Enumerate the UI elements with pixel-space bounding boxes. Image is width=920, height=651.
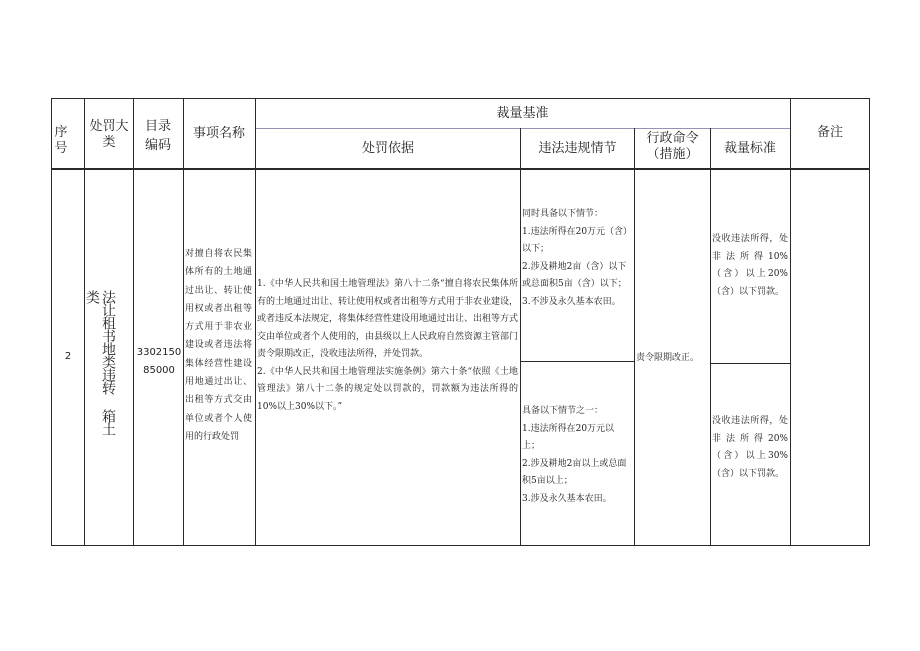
- col-sep-5: [520, 128, 521, 546]
- circumstance-line: 1.违法所得在20万元（含）以下；: [522, 226, 628, 254]
- circumstance-line: 具备以下情节之一：: [522, 406, 604, 416]
- table-top-border: [51, 98, 870, 99]
- header-seq: 序号: [54, 125, 68, 156]
- header-bottom-border: [51, 168, 870, 170]
- row-catalog-code: 330215085000: [136, 347, 182, 376]
- circumstance-line: 3.涉及永久基本农田。: [522, 493, 612, 504]
- circumstance-line: 同时具备以下情节：: [522, 209, 604, 219]
- penalty-basis-2: 2.《中华人民共和国土地管理法实施条例》第六十条“依照《土地管理法》第八十二条的规定处以罚款的，罚款额为违法所得的10%以上30%以下。”: [257, 366, 518, 412]
- row-admin-order: 责令限期改正。: [636, 353, 700, 363]
- header-penalty-basis: 处罚依据: [361, 141, 414, 156]
- circumstance-divider: [520, 361, 634, 362]
- table-right-border: [869, 98, 870, 546]
- header-category: 处罚大类: [89, 119, 129, 150]
- col-sep-4: [255, 98, 256, 546]
- penalty-basis-1: 1.《中华人民共和国土地管理法》第八十二条“擅自将农民集体所有的土地通过出让、转让使用权或者出租等方式用于非农业建设，或者违反本法规定，将集体经营性建设用地通过出让、出租等方式交由单位或者个人使用的，由县级以上人民政府自然资源主管部门责令限期改正，没收违法所得，并处罚款。: [257, 279, 519, 359]
- standard-divider: [710, 363, 790, 364]
- header-standard: 裁量标准: [723, 141, 776, 156]
- table-bottom-border: [51, 545, 870, 546]
- circumstance-line: 2.涉及耕地2亩（含）以下或总面积5亩（含）以下；: [522, 261, 627, 289]
- header-admin-order: 行政命令（措施）: [646, 131, 699, 162]
- header-catalog-code: 目录编码: [144, 119, 171, 153]
- row-seq: 2: [64, 351, 72, 362]
- col-sep-6: [634, 128, 635, 546]
- row-item-name: 对擅自将农民集体所有的土地通过出让、转让使用权或者出租等方式用于非农业建设或者违法将集体经营性建设用地通过出让、出租等方式交由单位或者个人使用的行政处罚: [185, 249, 252, 442]
- table-left-border: [51, 98, 52, 546]
- circumstance-line: 3.不涉及永久基本农田。: [522, 296, 621, 307]
- standard-tier-1: 没收违法所得，处非法所得10%（含）以上20%（含）以下罚款。: [712, 234, 788, 297]
- col-sep-8: [790, 98, 791, 546]
- penalty-basis: [257, 276, 518, 416]
- circumstance-line: 2.涉及耕地2亩以上或总面积5亩以上；: [522, 458, 627, 486]
- header-standard-group: 裁量基准: [496, 106, 549, 121]
- header-remarks: 备注: [816, 125, 843, 140]
- col-sep-3: [183, 98, 184, 546]
- row-category: 法让租书地类违转 箱土类: [84, 290, 116, 435]
- circumstances-tier-1: [522, 206, 632, 311]
- circumstance-line: 1.违法所得在20万元以上；: [522, 423, 615, 451]
- standard-tier-2: 没收违法所得，处非法所得20%（含）以上30%（含）以下罚款。: [712, 416, 788, 479]
- header-item-name: 事项名称: [192, 126, 245, 141]
- col-sep-7: [710, 128, 711, 546]
- header-violation-circumstances: 违法违规情节: [538, 141, 617, 156]
- circumstances-tier-2: [522, 403, 632, 508]
- col-sep-2: [133, 98, 134, 546]
